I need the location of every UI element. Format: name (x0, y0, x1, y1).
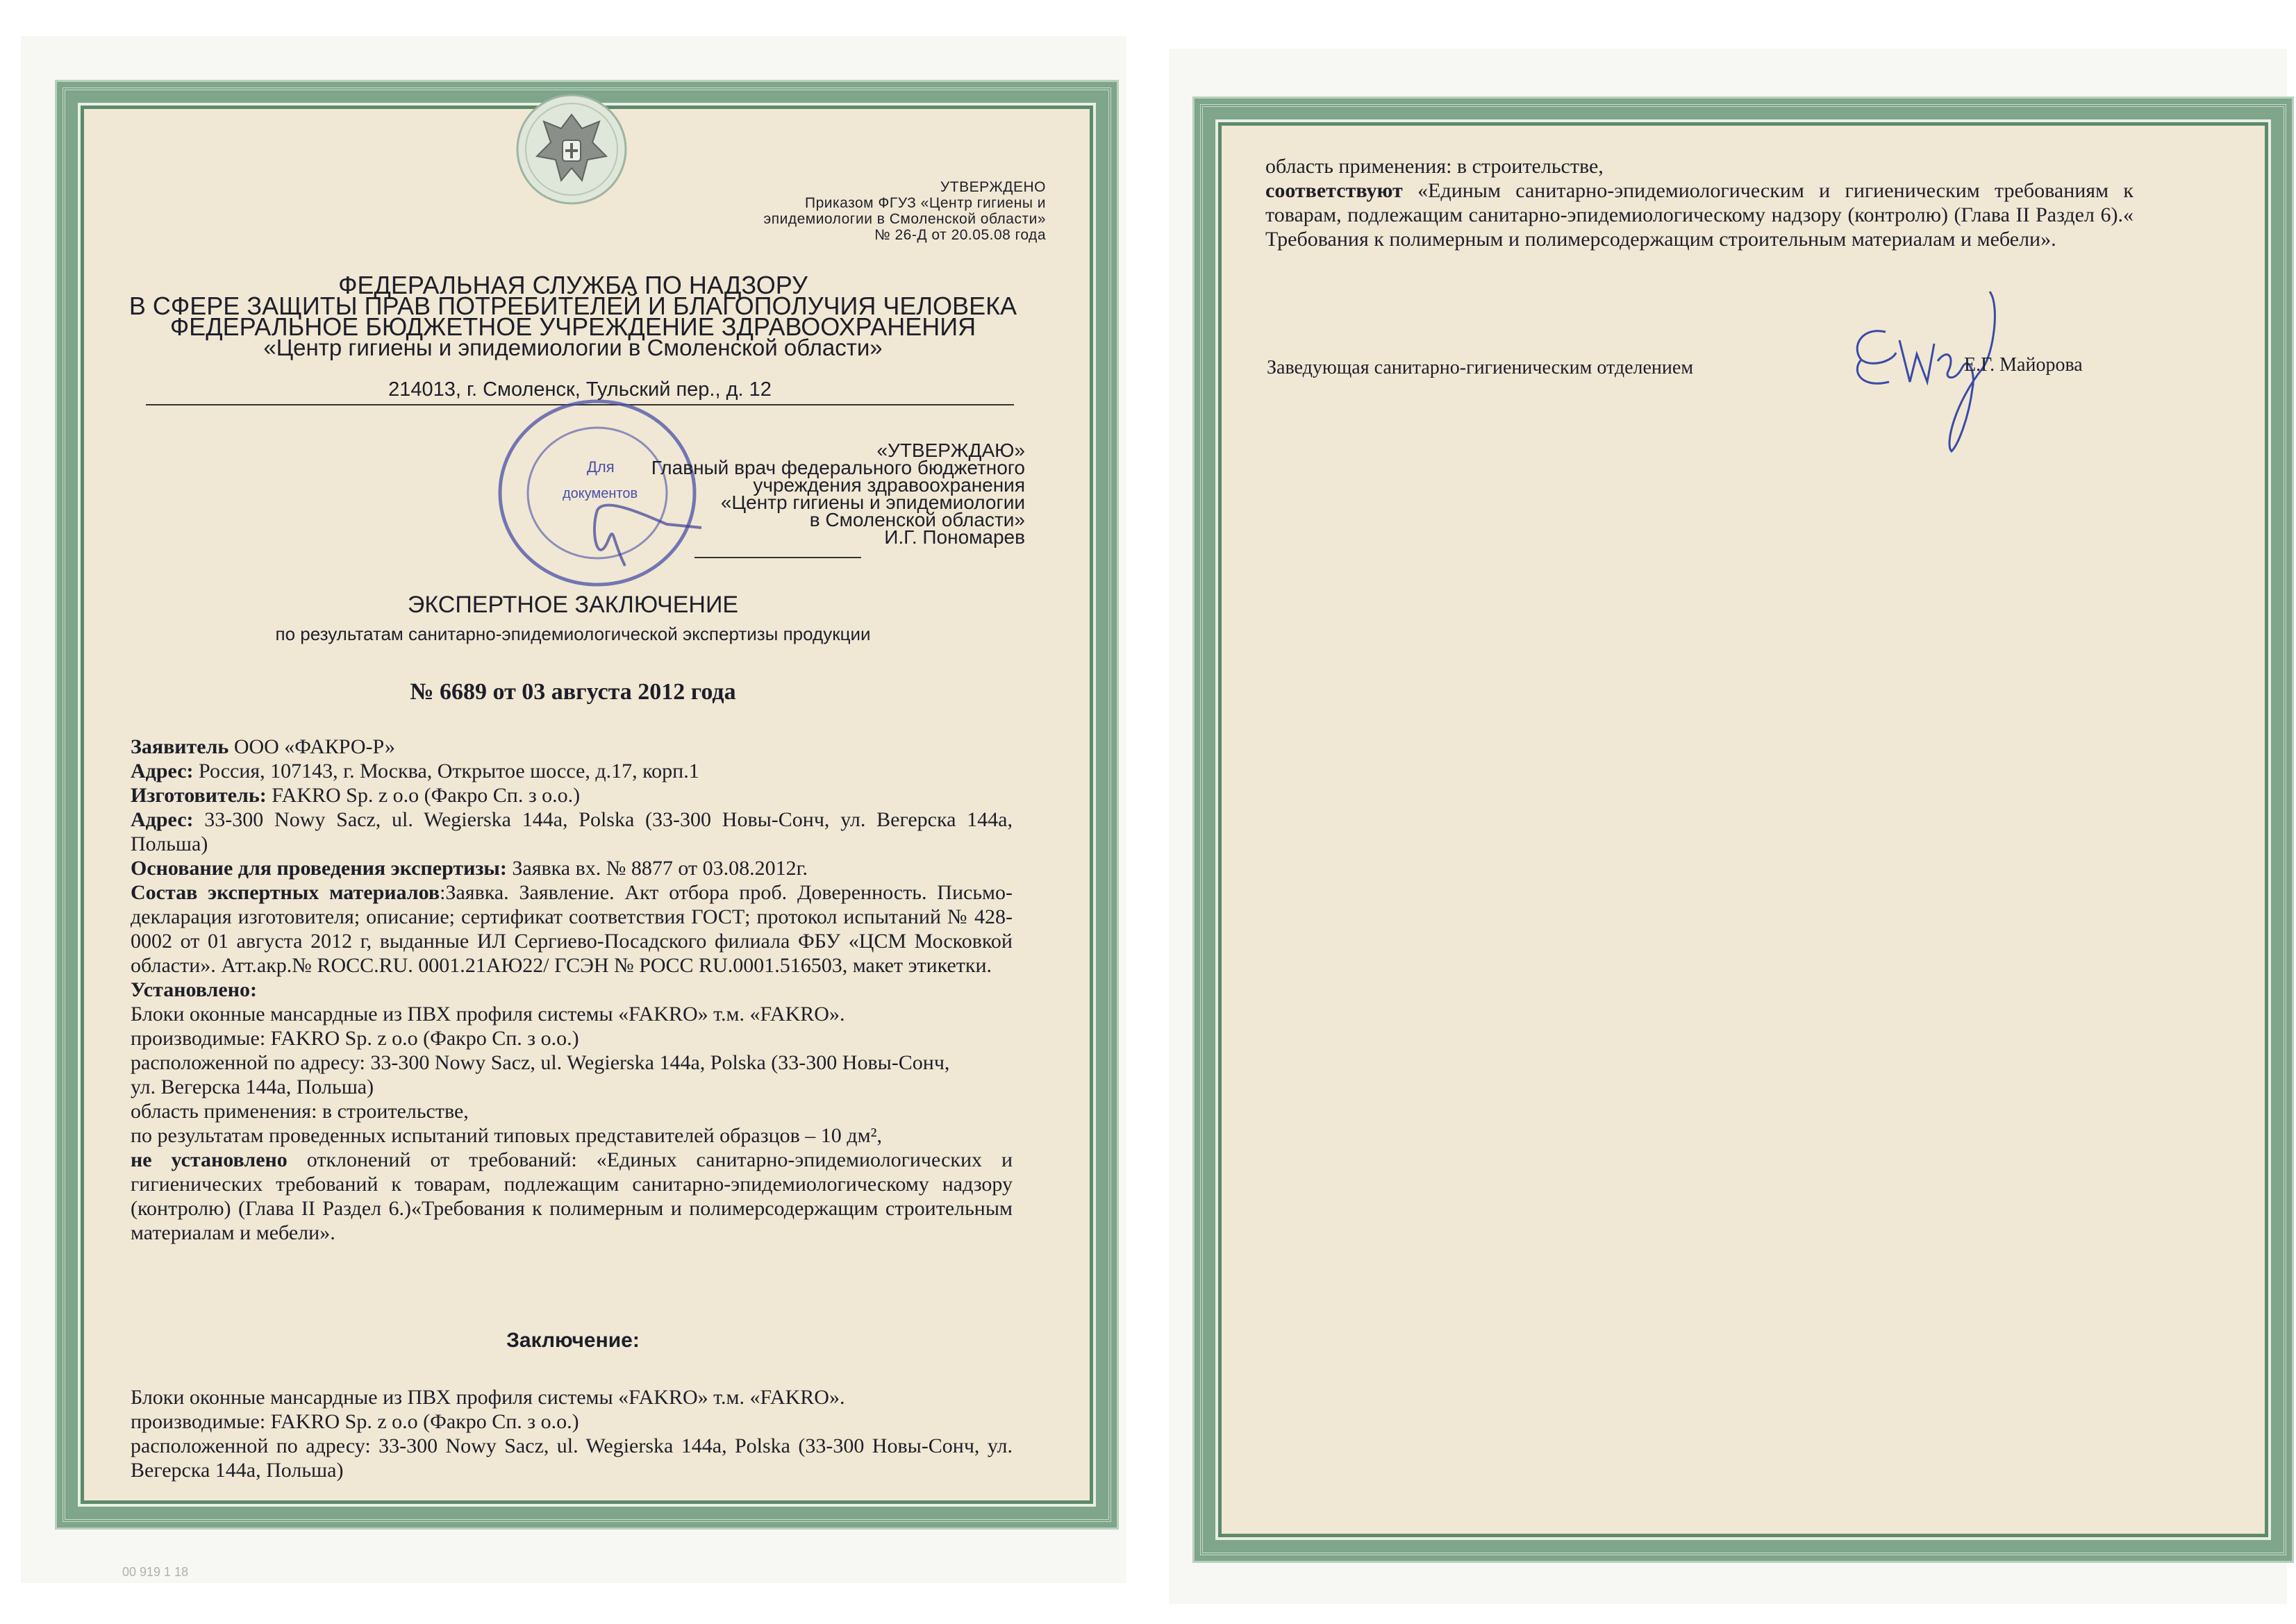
compliance-label: соответствуют (1265, 179, 1403, 202)
established-line: ул. Вегерска 144а, Польша) (131, 1075, 374, 1098)
approval-signatory: И.Г. Пономарев (884, 526, 1025, 548)
conclusion-line: Блоки оконные мансардные из ПВХ профиля системы «FAKRO» т.м. «FAKRO». (131, 1386, 845, 1409)
conclusion-body (131, 1385, 1013, 1482)
head-physician-approval (651, 442, 1025, 546)
applicant-details (131, 735, 1013, 1245)
approved-line: УТВЕРЖДЕНО (940, 179, 1046, 195)
conclusion-paragraph: расположенной по адресу: 33-300 Nowy Sacz, ul. Wegierska 144a, Polska (33-300 Новы-Сонч, ул. Вегерска 144а, Польша) (131, 1434, 1013, 1482)
approved-line: Приказом ФГУЗ «Центр гигиены и (804, 195, 1046, 211)
field-label: Изготовитель: (131, 784, 267, 807)
established-line: расположенной по адресу: 33-300 Nowy Sacz, ul. Wegierska 144a, Polska (33-300 Новы-Сонч, (131, 1051, 950, 1074)
approval-line: «УТВЕРЖДАЮ» (876, 440, 1025, 461)
right-page-body (1265, 154, 2133, 251)
established-line: область применения: в строительстве, (131, 1100, 469, 1123)
signature-line (694, 557, 861, 558)
approval-line: в Смоленской области» (809, 509, 1025, 530)
right-line: область применения: в строительстве, (1265, 155, 1604, 178)
certificate-frame-right (1195, 99, 2292, 1561)
conclusion-line: производимые: FAKRO Sp. z o.o (Факро Сп. з о.о.) (131, 1410, 579, 1433)
field-value: Заявка вх. № 8877 от 03.08.2012г. (506, 857, 808, 880)
established-label: Установлено: (131, 978, 257, 1001)
approved-line: № 26-Д от 20.05.08 года (874, 227, 1046, 243)
emblem-icon (513, 90, 631, 208)
serial-mark: 00 919 1 18 (122, 1565, 189, 1579)
compliance-text: «Единым санитарно-эпидемиологическим и гигиеническим требованиям к товарам, подлежащим санитарно-эпидемиологическому надзору (контролю) (Глава II Раздел 6).« Требования к полимерным и полимерсодержащим строительным материалам и мебели». (1265, 179, 2133, 251)
agency-line: В СФЕРЕ ЗАЩИТЫ ПРАВ ПОТРЕБИТЕЛЕЙ И БЛАГОПОЛУЧИЯ ЧЕЛОВЕКА (128, 292, 1017, 320)
agency-line: ФЕДЕРАЛЬНАЯ СЛУЖБА ПО НАДЗОРУ (338, 271, 808, 299)
stamp-text: документов (563, 486, 638, 501)
established-negation: не установлено (131, 1148, 288, 1171)
document-number: № 6689 от 03 августа 2012 года (410, 679, 736, 705)
document-subtitle: по результатам санитарно-эпидемиологической экспертизы продукции (275, 623, 871, 644)
field-value: Россия, 107143, г. Москва, Открытое шоссе, д.17, корп.1 (193, 760, 699, 782)
agency-address: 214013, г. Смоленск, Тульский пер., д. 12 (146, 378, 1014, 405)
approval-line: учреждения здравоохранения (753, 474, 1025, 496)
agency-line: «Центр гигиены и эпидемиологии в Смоленской области» (263, 335, 883, 360)
field-label: Состав экспертных материалов (131, 881, 440, 904)
approved-line: эпидемиологии в Смоленской области» (763, 211, 1046, 227)
established-line: производимые: FAKRO Sp. z o.o (Факро Сп. з о.о.) (131, 1027, 579, 1050)
stamp-text: Для (587, 458, 615, 476)
established-line: по результатам проведенных испытаний типовых представителей образцов – 10 дм², (131, 1124, 883, 1147)
field-label: Адрес: (131, 808, 194, 831)
approved-by-order-block (764, 179, 1047, 243)
signer-name: Е.Г. Майорова (1964, 354, 2083, 376)
conclusion-heading: Заключение: (506, 1329, 640, 1352)
field-label: Адрес: (131, 760, 194, 782)
agency-line: ФЕДЕРАЛЬНОЕ БЮДЖЕТНОЕ УЧРЕЖДЕНИЕ ЗДРАВООХРАНЕНИЯ (169, 312, 976, 341)
established-text: отклонений от требований: «Единых санитарно-эпидемиологических и гигиенических требований к товарам, подлежащим санитарно-эпидемиологическому надзору (контролю) (Глава II Раздел 6.)«Требования к полимерным и полимерсодержащим строительным материалам и мебели». (131, 1148, 1013, 1244)
approval-line: «Центр гигиены и эпидемиологии (720, 492, 1025, 513)
field-value: :Заявка. Заявление. Акт отбора проб. Доверенность. Письмо-декларация изготовителя; описание; сертификат соответствия ГОСТ; протокол испытаний № 428-0002 от 01 августа 2012 г, выданные ИЛ Сергиево-Посадского филиала ФБУ «ЦСМ Московкой области». Атт.акр.№ ROCC.RU. 0001.21АЮ22/ ГСЭН № POCC RU.0001.516503, макет этикетки. (131, 881, 1013, 977)
document-title: ЭКСПЕРТНОЕ ЗАКЛЮЧЕНИЕ (407, 592, 739, 618)
approval-line: Главный врач федерального бюджетного (651, 457, 1025, 478)
field-value: ООО «ФАКРО-Р» (228, 735, 395, 758)
field-label: Основание для проведения экспертизы: (131, 857, 507, 880)
agency-heading (104, 271, 1042, 360)
signer-title: Заведующая санитарно-гигиеническим отделением (1267, 357, 1694, 378)
field-value: FAKRO Sp. z o.o (Факро Сп. з о.о.) (266, 784, 581, 807)
field-label: Заявитель (131, 735, 229, 758)
field-value: 33-300 Nowy Sacz, ul. Wegierska 144a, Polska (33-300 Новы-Сонч, ул. Вегерска 144а, Польша) (131, 808, 1013, 855)
established-line: Блоки оконные мансардные из ПВХ профиля системы «FAKRO» т.м. «FAKRO». (131, 1003, 845, 1026)
